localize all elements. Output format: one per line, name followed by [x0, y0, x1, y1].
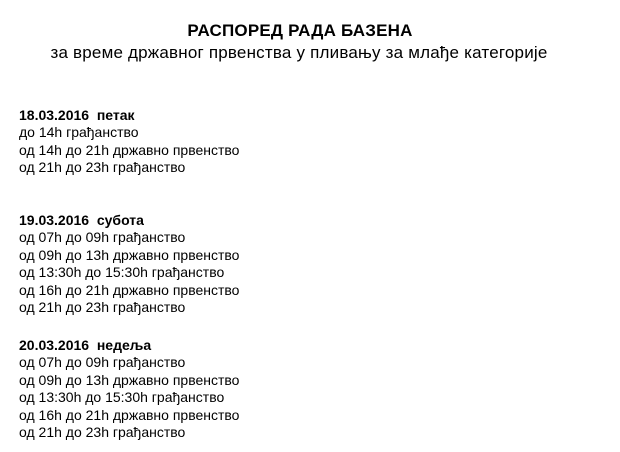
schedule-slot: од 13:30h до 15:30h грађанство	[19, 264, 225, 280]
day-section-sunday	[19, 337, 239, 442]
schedule-slot: од 07h до 09h грађанство	[19, 354, 186, 370]
schedule-slot: до 14h грађанство	[19, 124, 139, 140]
schedule-slot: од 07h до 09h грађанство	[19, 229, 186, 245]
schedule-slot: од 21h до 23h грађанство	[19, 299, 186, 315]
schedule-slot: од 21h до 23h грађанство	[19, 424, 186, 440]
schedule-slot: од 21h до 23h грађанство	[19, 159, 186, 175]
schedule-slot: од 13:30h до 15:30h грађанство	[19, 389, 225, 405]
day-heading: 18.03.2016 петак	[19, 107, 135, 123]
day-section-saturday	[19, 212, 239, 317]
day-heading: 20.03.2016 недеља	[19, 337, 152, 353]
day-section-friday	[19, 107, 239, 177]
schedule-slot: од 09h до 13h државно првенство	[19, 371, 240, 388]
document-title: РАСПОРЕД РАДА БАЗЕНА	[187, 21, 413, 40]
schedule-slot: од 16h до 21h државно првенство	[19, 281, 240, 298]
day-heading: 19.03.2016 субота	[19, 212, 144, 228]
document-subtitle: за време државног првенства у пливању за млађе категорије	[50, 43, 548, 62]
schedule-slot: од 09h до 13h државно првенство	[19, 246, 240, 263]
schedule-slot: од 14h до 21h државно првенство	[19, 141, 240, 158]
schedule-slot: од 16h до 21h државно првенство	[19, 406, 240, 423]
